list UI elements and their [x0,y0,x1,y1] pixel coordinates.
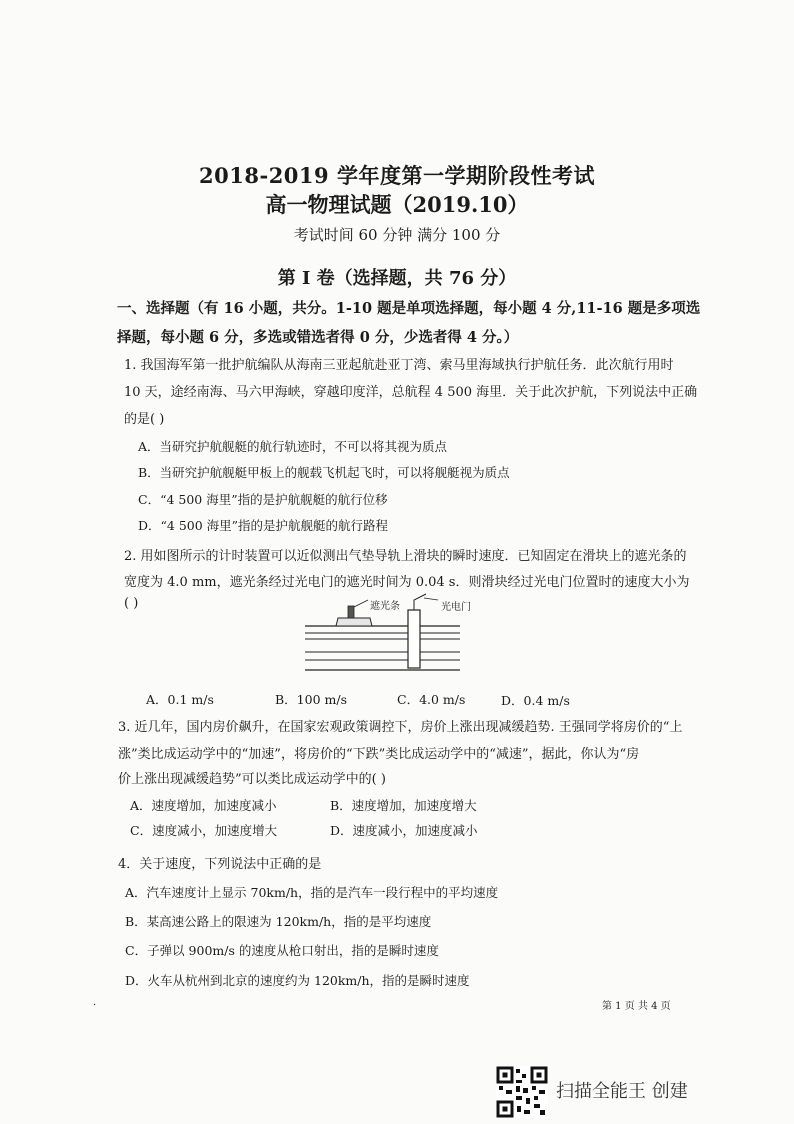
question-stem-line: ( ) [124,596,139,611]
pointer-line [354,600,368,607]
volume-title: 第 I 卷（选择题，共 76 分） [277,268,517,289]
page-number: 第 1 页 共 4 页 [602,1001,671,1012]
answer-option: A．速度增加，加速度减小 [130,798,277,813]
answer-option: D．火车从杭州到北京的速度约为 120km/h，指的是瞬时速度 [125,973,470,988]
pointer-line [424,598,438,600]
question-stem-line: 涨”类比成运动学中的“加速”，将房价的“下跌”类比成运动学中的“减速”，据此，你认为“房 [118,747,640,762]
question-stem-line: 1. 我国海军第一批护航编队从海南三亚起航赴亚丁湾、索马里海域执行护航任务．此次航行用时 [124,358,674,373]
answer-option: B．100 m/s [275,692,347,707]
question-stem-line: 3. 近几年，国内房价飙升，在国家宏观政策调控下，房价上涨出现减缓趋势. 王强同学将房价的“上 [118,720,683,735]
answer-option: A．汽车速度计上显示 70km/h，指的是汽车一段行程中的平均速度 [125,885,499,900]
answer-option: B．速度增加，加速度增大 [330,798,477,813]
answer-option: D．“4 500 海里”指的是护航舰艇的航行路程 [138,518,389,533]
question-stem-line: 价上涨出现减缓趋势”可以类比成运动学中的( ) [118,772,386,787]
question-stem-line: 宽度为 4.0 mm，遮光条经过光电门的遮光时间为 0.04 s．则滑块经过光电门位置时的速度大小为 [124,575,690,590]
question-stem-line: 4．关于速度，下列说法中正确的是 [118,857,322,872]
answer-option: D．0.4 m/s [501,693,570,708]
question-stem-line: 10 天，途经南海、马六甲海峡，穿越印度洋，总航程 4 500 海里．关于此次护航，下列说法中正确 [124,385,698,400]
exam-subject-title: 高一物理试题（2019.10） [265,192,529,217]
slider-block [336,618,372,626]
question-stem-line: 的是( ) [124,412,165,427]
scan-speck: · [93,1000,97,1011]
exam-title: 2018-2019 学年度第一学期阶段性考试 [199,163,595,188]
answer-option: A．当研究护航舰艇的航行轨迹时，不可以将其视为质点 [138,439,448,454]
qr-code-icon [496,1066,548,1118]
answer-option: C．“4 500 海里”指的是护航舰艇的航行位移 [138,492,388,507]
answer-option: B．当研究护航舰艇甲板上的舰载飞机起飞时，可以将舰艇视为质点 [138,465,510,480]
answer-option: D．速度减小，加速度减小 [330,823,478,838]
photogate-post [408,610,420,668]
answer-option: B．某高速公路上的限速为 120km/h，指的是平均速度 [125,914,432,929]
answer-option: C．子弹以 900m/s 的速度从枪口射出，指的是瞬时速度 [125,943,439,958]
photogate-arm [414,594,426,610]
answer-option: C．4.0 m/s [397,692,466,707]
shading-strip [348,606,354,618]
question-stem-line: 2. 用如图所示的计时装置可以近似测出气垫导轨上滑块的瞬时速度．已知固定在滑块上的遮光条的 [124,549,687,564]
section-instruction-line: 一、选择题（有 16 小题，共分。1-10 题是单项选择题，每小题 4 分,11-16 题是多项选 [117,300,701,317]
scanner-watermark: 扫描全能王 创建 [556,1081,688,1102]
answer-option: C．速度减小，加速度增大 [130,823,278,838]
section-instruction-line: 择题，每小题 6 分，多选或错选者得 0 分，少选者得 4 分。） [117,329,519,346]
answer-option: A．0.1 m/s [146,692,214,707]
photogate-label: 光电门 [441,602,471,613]
exam-info: 考试时间 60 分钟 满分 100 分 [293,226,501,244]
shading-strip-label: 遮光条 [370,601,400,612]
